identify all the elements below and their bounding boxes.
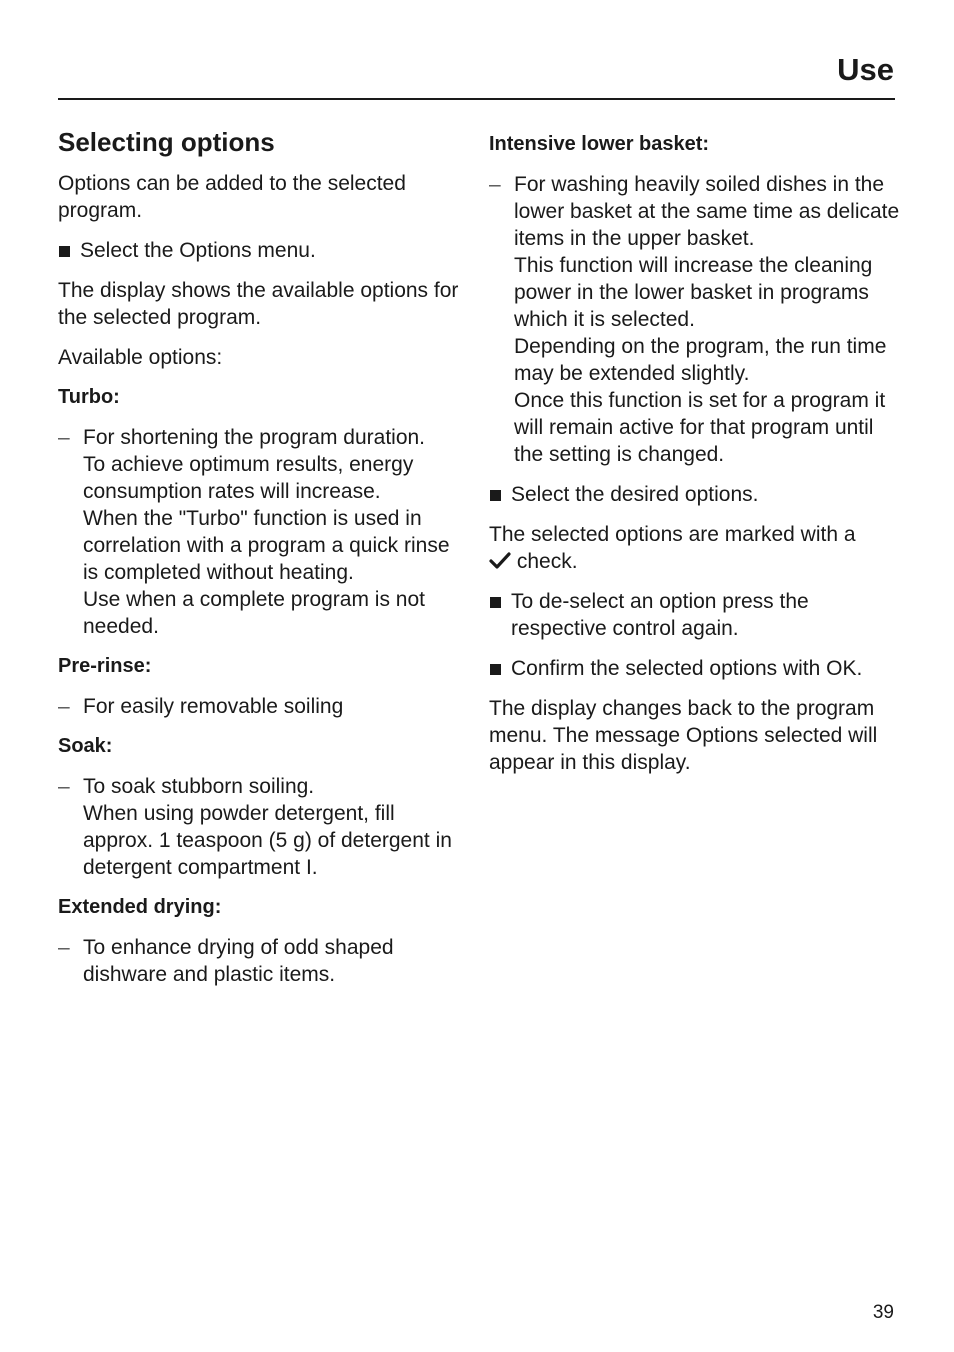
step-text: Confirm the selected options with OK. bbox=[511, 657, 863, 680]
display-info-text: The display shows the available options for the selected program. bbox=[58, 279, 459, 329]
marked-options-text bbox=[489, 521, 901, 575]
page-number: 39 bbox=[872, 1302, 894, 1323]
prerinse-text: For easily removable soiling bbox=[83, 695, 344, 718]
prerinse-title: Pre-rinse: bbox=[58, 655, 152, 677]
dash-bullet-icon: – bbox=[489, 173, 501, 196]
check-icon bbox=[489, 552, 511, 570]
dash-bullet-icon: – bbox=[58, 426, 70, 449]
right-column bbox=[489, 131, 901, 789]
extended-drying-item bbox=[58, 934, 468, 988]
step-select-desired-options bbox=[489, 481, 901, 508]
prerinse-item bbox=[58, 693, 468, 720]
soak-text: To soak stubborn soiling. When using powder detergent, fill approx. 1 teaspoon (5 g) of detergent in detergent compartment I. bbox=[83, 775, 452, 879]
step-text: To de-select an option press the respective control again. bbox=[511, 590, 809, 640]
marked-text: The selected options are marked with a bbox=[489, 523, 856, 546]
left-column bbox=[58, 126, 468, 1001]
dash-bullet-icon: – bbox=[58, 695, 70, 718]
dash-bullet-icon: – bbox=[58, 936, 70, 959]
available-options-label: Available options: bbox=[58, 346, 223, 369]
extended-drying-title: Extended drying: bbox=[58, 896, 222, 918]
display-back-text: The display changes back to the program menu. The message Options selected will appear in this display. bbox=[489, 697, 878, 774]
square-bullet-icon bbox=[489, 588, 511, 642]
soak-item bbox=[58, 773, 468, 881]
square-bullet-icon bbox=[58, 237, 80, 264]
square-bullet-icon bbox=[489, 655, 511, 682]
section-title: Use bbox=[837, 52, 894, 87]
step-confirm-options bbox=[489, 655, 901, 682]
step-text: Select the Options menu. bbox=[80, 239, 316, 262]
soak-title: Soak: bbox=[58, 735, 113, 757]
intensive-lower-basket-text: For washing heavily soiled dishes in the lower basket at the same time as delicate items in the upper basket. This function will increase the cleaning power in the lower basket in programs which it is selected. Depending on the program, the run time may be extended slightly. Once this function is set for a program it will remain active for that program until the setting is changed. bbox=[514, 173, 900, 466]
intensive-lower-basket-item bbox=[489, 171, 901, 468]
header-rule bbox=[58, 98, 895, 100]
square-bullet-icon bbox=[489, 481, 511, 508]
extended-drying-text: To enhance drying of odd shaped dishware and plastic items. bbox=[83, 936, 394, 986]
turbo-item bbox=[58, 424, 468, 640]
turbo-title: Turbo: bbox=[58, 386, 120, 408]
step-deselect-option bbox=[489, 588, 901, 642]
intensive-lower-basket-title: Intensive lower basket: bbox=[489, 133, 710, 155]
step-text: Select the desired options. bbox=[511, 483, 759, 506]
selecting-options-heading: Selecting options bbox=[58, 127, 275, 157]
step-select-options-menu bbox=[58, 237, 468, 264]
check-word: check. bbox=[516, 550, 578, 573]
dash-bullet-icon: – bbox=[58, 775, 70, 798]
intro-text: Options can be added to the selected program. bbox=[58, 172, 406, 222]
turbo-text: For shortening the program duration. To achieve optimum results, energy consumption rates will increase. When the "Turbo" function is used in correlation with a program a quick rinse is completed without heating. Use when a complete program is not needed. bbox=[83, 426, 450, 638]
